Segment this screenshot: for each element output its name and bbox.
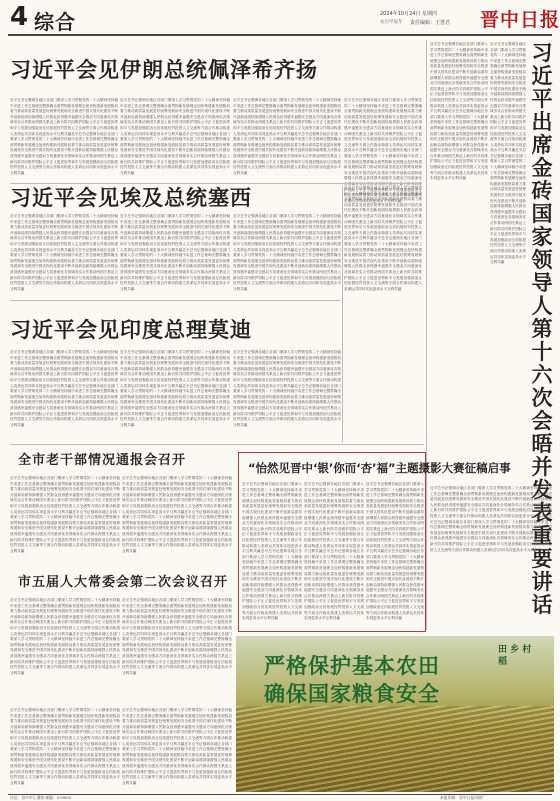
article-bottom-col1 [10, 708, 120, 792]
article-bottom-col2 [122, 708, 232, 792]
article-right-cont [430, 486, 552, 628]
article-middle-col [344, 186, 422, 442]
headline-india: 习近平会见印度总理莫迪 [10, 318, 252, 342]
divider [10, 300, 340, 301]
article-india-col2 [120, 350, 230, 422]
article-cadre-col1 [10, 476, 120, 566]
vdivider-right [426, 40, 427, 630]
banner-line1: 严格保护基本农田 [264, 654, 440, 678]
headline-contest: “怡然见晋中‘银’你而‘杏’福”主题摄影大赛征稿启事 [248, 461, 511, 475]
article-egypt-col3 [233, 214, 341, 296]
field-texture [236, 706, 554, 792]
editor-line: 责任编辑：王慧君 [410, 20, 451, 26]
article-cppcc-col2 [122, 598, 232, 704]
masthead-rule [8, 34, 552, 36]
contest-col1 [242, 482, 302, 628]
article-right-col2 [490, 42, 526, 482]
date-line: 2024年10月24日 星期四 [380, 11, 438, 17]
masthead [0, 0, 560, 34]
footer-left: 社址：晋中市汇通路 邮编：030600 [10, 795, 72, 800]
divider [10, 444, 424, 445]
article-right-col1 [430, 42, 488, 482]
article-cadre-col2 [122, 476, 232, 566]
article-cppcc-col1 [10, 598, 120, 704]
banner-poem: 田 乡 村 稻 [498, 645, 532, 667]
footer-right: 本报印刷：晋中日报印刷厂 [440, 795, 486, 800]
article-iran-col2 [120, 98, 230, 180]
banner-line2: 确保国家粮食安全 [264, 682, 440, 706]
vdivider [342, 186, 343, 442]
article-iran-col4 [344, 98, 422, 180]
contest-col3 [366, 482, 424, 628]
headline-right-vertical: 习近平出席金砖国家领导人第十六次会晤并发表重要讲话 [531, 41, 553, 617]
article-iran-col1 [10, 98, 118, 180]
headline-iran: 习近平会见伊朗总统佩泽希齐扬 [10, 58, 318, 82]
article-india-col3 [233, 350, 341, 440]
headline-cppcc: 市五届人大常委会第二次会议召开 [18, 575, 229, 590]
article-egypt-lead [10, 214, 118, 296]
paper-logo: 晋中日报 [480, 9, 560, 31]
farmland-banner [236, 636, 554, 792]
headline-egypt: 习近平会见埃及总统塞西 [10, 186, 252, 210]
contest-col2 [304, 482, 364, 628]
article-india-col1 [10, 350, 118, 422]
section-title: 综合 [34, 10, 76, 34]
headline-cadre: 全市老干部情况通报会召开 [18, 453, 187, 468]
page-label: 农历甲辰年 [380, 20, 403, 25]
article-egypt-col2 [120, 214, 230, 296]
page-number: 4 [10, 2, 29, 32]
article-iran-col3 [233, 98, 341, 180]
